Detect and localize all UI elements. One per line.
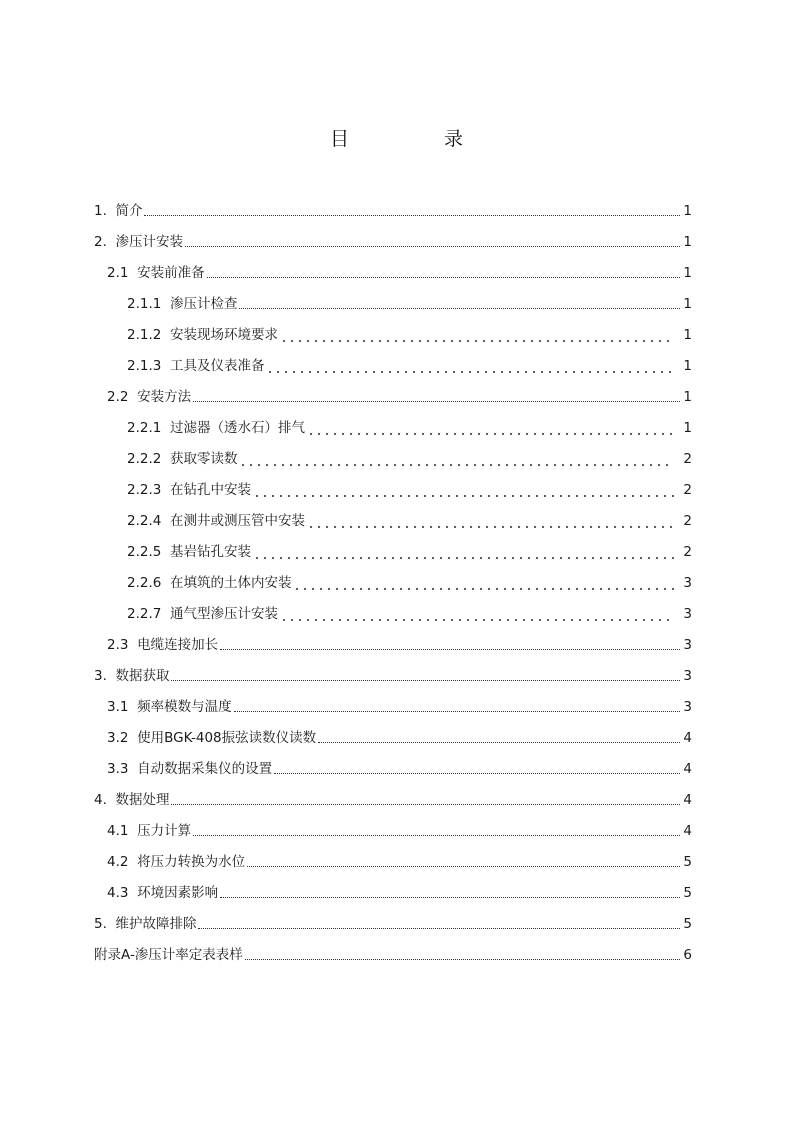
dot-leader [280, 326, 674, 344]
toc-entry-title: 安装前准备 [137, 265, 205, 281]
toc-entry-number: 2.2.6 [127, 575, 162, 591]
toc-entry-heading [107, 884, 219, 902]
toc-entry-title: 通气型渗压计安装 [169, 606, 278, 622]
toc-entry-number: 4.1 [107, 823, 129, 839]
toc-entry-heading [94, 202, 143, 220]
toc-entry-number: 1. [94, 203, 107, 219]
toc-entry-page-number: 2 [683, 513, 692, 529]
toc-entry-page-number: 1 [683, 420, 692, 436]
toc-entry-page-number: 3 [683, 699, 692, 715]
toc-entry-page-number: 1 [683, 203, 692, 219]
toc-entry-number: 5. [94, 916, 107, 932]
dot-leader [171, 804, 680, 805]
toc-entry-page-number: 3 [683, 606, 692, 622]
toc-entry[interactable] [0, 782, 793, 813]
dot-leader [144, 215, 680, 216]
toc-entry-title: 使用BGK-408振弦读数仪读数 [137, 730, 317, 746]
toc-entry-number: 2.2 [107, 389, 129, 405]
toc-entry-page-number: 1 [683, 296, 692, 312]
toc-entry-page-number: 1 [683, 265, 692, 281]
toc-entry-title: 安装方法 [137, 389, 192, 405]
toc-entry-heading [107, 853, 246, 871]
table-of-contents [0, 193, 793, 968]
toc-entry-number: 2.2.7 [127, 606, 162, 622]
toc-entry[interactable] [0, 937, 793, 968]
toc-entry-page-number: 3 [683, 668, 692, 684]
toc-entry-title: 维护故障排除 [115, 916, 197, 932]
toc-entry-heading [127, 295, 238, 313]
toc-entry[interactable] [0, 534, 793, 565]
toc-entry-title: 将压力转换为水位 [137, 854, 246, 870]
toc-entry[interactable] [0, 596, 793, 627]
toc-entry[interactable] [0, 348, 793, 379]
toc-entry-page-number: 1 [683, 234, 692, 250]
dot-leader [193, 401, 680, 402]
toc-entry-heading [127, 419, 306, 437]
toc-entry-title: 获取零读数 [169, 451, 238, 467]
toc-entry-heading [127, 512, 306, 530]
toc-entry-heading [127, 450, 238, 468]
toc-entry-number: 2.1.3 [127, 358, 162, 374]
toc-entry-number: 2.2.4 [127, 513, 162, 529]
toc-entry-page-number: 5 [683, 916, 692, 932]
toc-entry[interactable] [0, 410, 793, 441]
dot-leader [220, 649, 680, 650]
toc-entry-heading [107, 636, 219, 654]
toc-entry[interactable] [0, 751, 793, 782]
toc-entry-page-number: 4 [683, 761, 692, 777]
dot-leader [198, 928, 680, 929]
toc-entry-page-number: 5 [683, 854, 692, 870]
toc-entry-heading [127, 326, 279, 344]
toc-entry-number: 2.2.1 [127, 420, 162, 436]
dot-leader [247, 866, 680, 867]
toc-entry-title: 渗压计检查 [169, 296, 238, 312]
toc-entry-title: 基岩钻孔安装 [169, 544, 251, 560]
toc-entry[interactable] [0, 906, 793, 937]
dot-leader [171, 680, 680, 681]
toc-entry-title: 附录A-渗压计率定表表样 [94, 947, 243, 963]
toc-entry-heading [107, 388, 192, 406]
toc-entry-heading [127, 481, 252, 499]
toc-entry-number: 2.1.2 [127, 327, 162, 343]
toc-entry-heading [127, 543, 252, 561]
dot-leader [239, 450, 674, 468]
dot-leader [280, 605, 674, 623]
dot-leader [185, 246, 680, 247]
toc-entry-heading [107, 264, 206, 282]
toc-entry-page-number: 2 [683, 482, 692, 498]
toc-entry[interactable] [0, 193, 793, 224]
toc-entry-number: 3. [94, 668, 107, 684]
toc-entry-number: 4. [94, 792, 107, 808]
toc-entry-title: 自动数据采集仪的设置 [137, 761, 273, 777]
toc-entry-page-number: 2 [683, 451, 692, 467]
toc-entry-number: 3.1 [107, 699, 129, 715]
toc-entry-title: 渗压计安装 [115, 234, 183, 250]
dot-leader [307, 419, 674, 437]
toc-entry-heading [94, 233, 184, 251]
toc-entry-heading [107, 760, 273, 778]
toc-entry-heading [94, 915, 197, 933]
toc-entry-title: 过滤器（透水石）排气 [169, 420, 305, 436]
toc-entry[interactable] [0, 255, 793, 286]
dot-leader [318, 742, 680, 743]
toc-entry-number: 2.2.5 [127, 544, 162, 560]
dot-leader [245, 959, 680, 960]
toc-entry-heading [107, 698, 233, 716]
toc-entry-title: 工具及仪表准备 [169, 358, 265, 374]
toc-entry-page-number: 3 [683, 575, 692, 591]
toc-entry[interactable] [0, 689, 793, 720]
toc-entry-number: 2.2.3 [127, 482, 162, 498]
toc-entry[interactable] [0, 813, 793, 844]
toc-entry-heading [107, 822, 192, 840]
toc-entry-title: 安装现场环境要求 [169, 327, 278, 343]
toc-entry-heading [94, 791, 170, 809]
toc-entry-title: 在测井或测压管中安装 [169, 513, 305, 529]
dot-leader [253, 481, 674, 499]
dot-leader [253, 543, 674, 561]
dot-leader [220, 897, 680, 898]
toc-entry-heading [107, 729, 317, 747]
toc-entry-title: 频率模数与温度 [137, 699, 232, 715]
toc-entry-number: 4.3 [107, 885, 129, 901]
toc-entry[interactable] [0, 472, 793, 503]
toc-entry[interactable] [0, 503, 793, 534]
toc-entry-heading [127, 605, 279, 623]
toc-entry-page-number: 4 [683, 792, 692, 808]
dot-leader [193, 835, 680, 836]
toc-entry[interactable] [0, 658, 793, 689]
dot-leader [239, 308, 680, 309]
toc-entry-title: 在填筑的土体内安装 [169, 575, 292, 591]
toc-entry[interactable] [0, 565, 793, 596]
toc-entry[interactable] [0, 844, 793, 875]
toc-entry-number: 2.3 [107, 637, 129, 653]
toc-entry-page-number: 1 [683, 358, 692, 374]
toc-entry-title: 数据处理 [115, 792, 170, 808]
toc-entry[interactable] [0, 379, 793, 410]
toc-entry-title: 压力计算 [137, 823, 192, 839]
toc-entry[interactable] [0, 875, 793, 906]
toc-entry-title: 环境因素影响 [137, 885, 219, 901]
dot-leader [274, 773, 680, 774]
toc-entry-page-number: 1 [683, 327, 692, 343]
dot-leader [266, 357, 674, 375]
toc-entry-page-number: 5 [683, 885, 692, 901]
toc-entry[interactable] [0, 317, 793, 348]
toc-entry-page-number: 4 [683, 823, 692, 839]
toc-entry-number: 2. [94, 234, 107, 250]
toc-entry-title: 电缆连接加长 [137, 637, 219, 653]
toc-entry[interactable] [0, 441, 793, 472]
dot-leader [207, 277, 680, 278]
toc-entry-heading [127, 357, 265, 375]
toc-entry-page-number: 2 [683, 544, 692, 560]
toc-entry-number: 4.2 [107, 854, 129, 870]
toc-entry-number: 2.1.1 [127, 296, 162, 312]
toc-entry-page-number: 3 [683, 637, 692, 653]
toc-entry-number: 2.2.2 [127, 451, 162, 467]
toc-entry-title: 简介 [115, 203, 143, 219]
toc-entry-page-number: 1 [683, 389, 692, 405]
dot-leader [234, 711, 680, 712]
toc-entry-heading [94, 667, 170, 685]
toc-entry-number: 3.2 [107, 730, 129, 746]
toc-entry[interactable] [0, 286, 793, 317]
toc-entry[interactable] [0, 224, 793, 255]
toc-entry-number: 3.3 [107, 761, 129, 777]
toc-entry-title: 在钻孔中安装 [169, 482, 251, 498]
toc-title: 目 录 [329, 128, 501, 150]
toc-entry-heading [94, 946, 244, 964]
toc-entry[interactable] [0, 627, 793, 658]
toc-entry-page-number: 6 [683, 947, 692, 963]
toc-entry-title: 数据获取 [115, 668, 170, 684]
toc-entry-number: 2.1 [107, 265, 129, 281]
dot-leader [293, 574, 674, 592]
toc-entry-heading [127, 574, 292, 592]
toc-entry-page-number: 4 [683, 730, 692, 746]
dot-leader [307, 512, 674, 530]
toc-entry[interactable] [0, 720, 793, 751]
